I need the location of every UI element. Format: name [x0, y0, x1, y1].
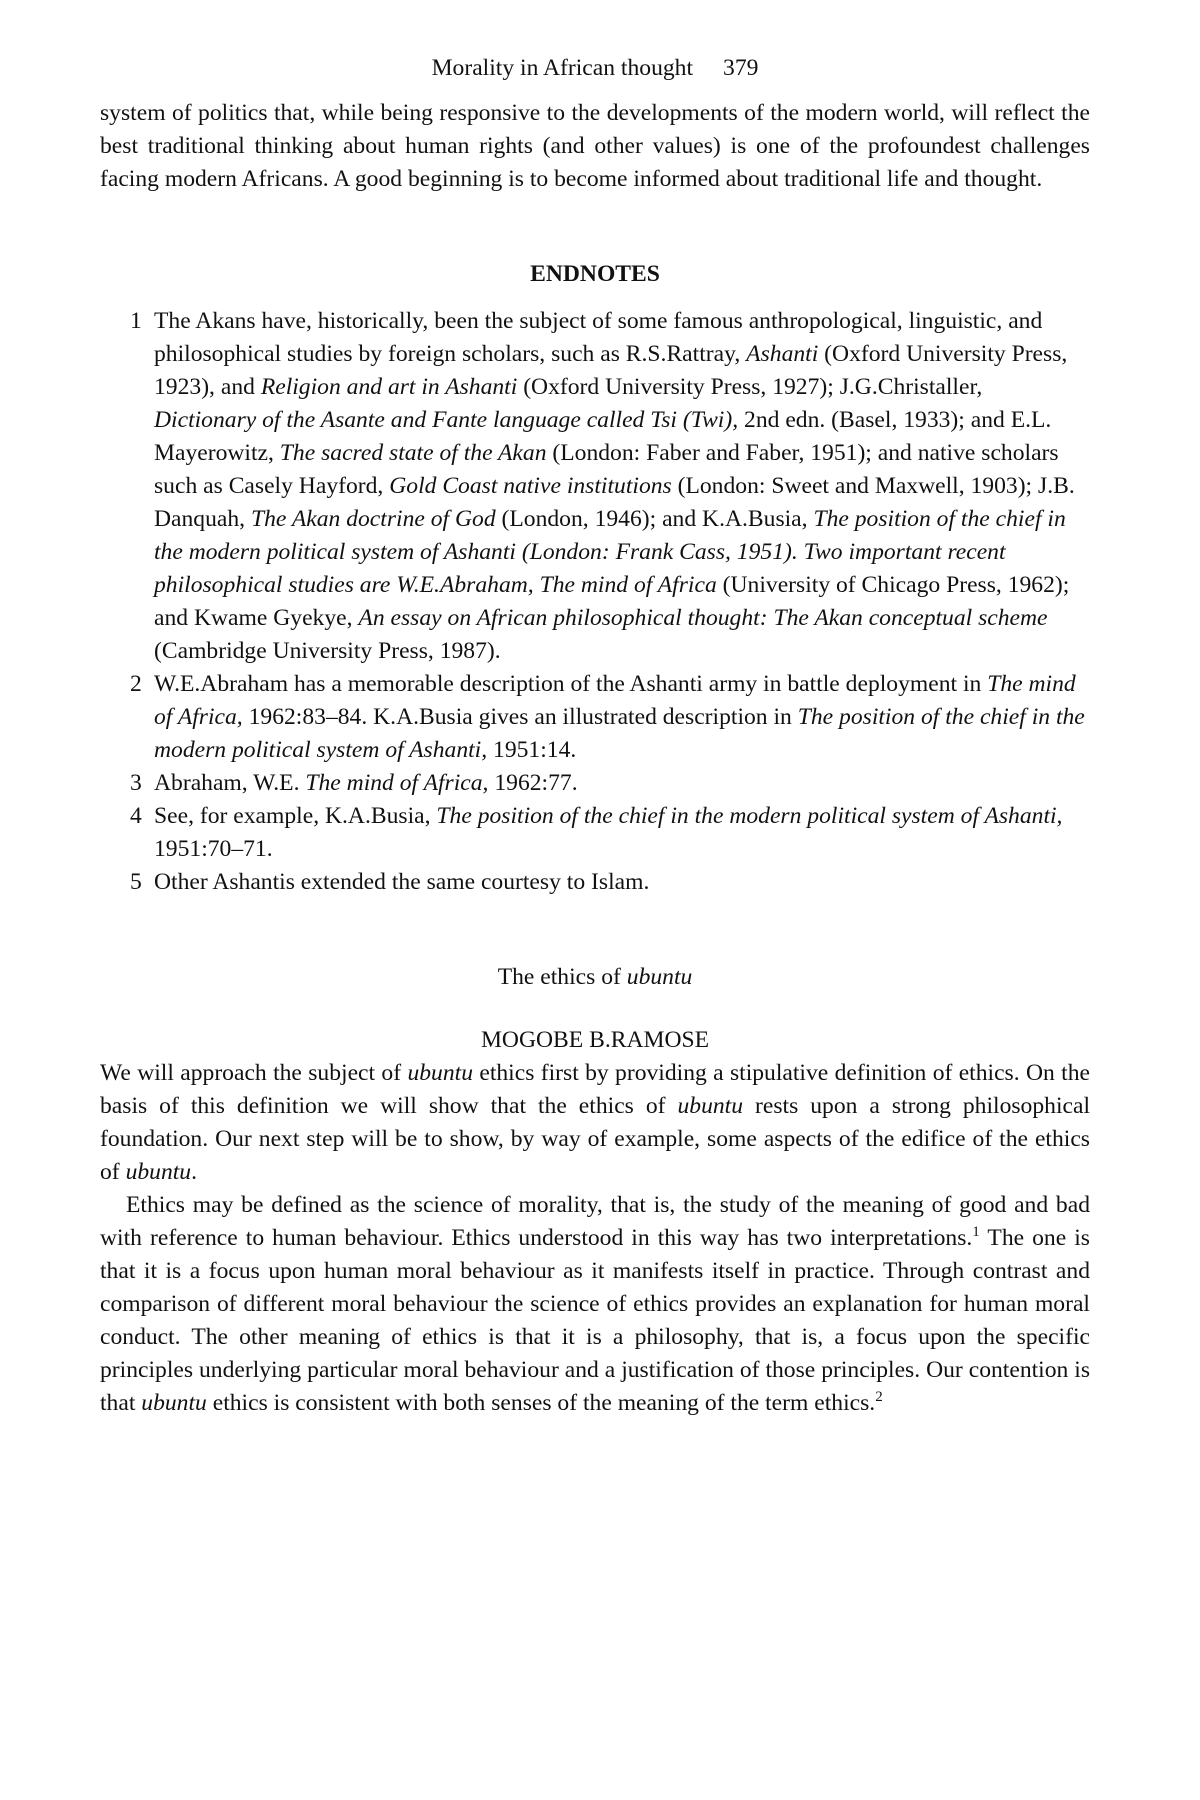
chapter-body — [100, 1057, 1090, 1420]
endnotes-list — [100, 305, 1090, 899]
page-number: 379 — [723, 55, 759, 81]
italic-text: Ashanti — [746, 341, 819, 367]
chapter-title — [100, 961, 1090, 994]
endnote-number: 5 — [130, 869, 142, 895]
running-title: Morality in African thought — [431, 55, 694, 81]
chapter-title-italic: ubuntu — [626, 964, 693, 990]
italic-text: The position of the chief in the modern political system of Ashanti (London: Frank Cass, 1951). Two important recent philosophical studies are W.E.Abraham, The mind of Africa — [154, 506, 1066, 598]
text-segment: 1951:70–71. — [154, 836, 273, 862]
italic-text: Dictionary of the Asante and Fante language called Tsi (Twi), — [154, 407, 739, 433]
text-segment: (Oxford University Press, 1923), and — [154, 341, 1068, 400]
italic-text: The Akan doctrine of God — [250, 506, 496, 532]
running-header — [100, 52, 1090, 85]
endnote-number: 3 — [130, 770, 142, 796]
text-segment: ethics is consistent with both senses of the meaning of the term ethics. — [206, 1390, 876, 1416]
text-segment: The one is that it is a focus upon human moral behaviour as it manifests itself in practice. Through contrast and comparison of different moral behaviour the science of ethics provides an explanation for human moral conduct. The other meaning of ethics is that it is a philosophy, that is, a focus upon the specific principles underlying particular moral behaviour and a justification of those principles. Our contention is that — [100, 1225, 1090, 1416]
endnote-item — [130, 305, 1090, 668]
text-segment: (Oxford University Press, 1927); J.G.Christaller, — [517, 374, 983, 400]
text-segment: (Cambridge University Press, 1987). — [154, 638, 501, 664]
text-segment: (London, 1946); and K.A.Busia, — [495, 506, 814, 532]
text-segment: W.E.Abraham has a memorable description of the Ashanti army in battle deployment in — [154, 671, 988, 697]
endnote-number: 4 — [130, 803, 142, 829]
italic-text: The mind of Africa, — [154, 671, 1076, 730]
text-segment: (London: Sweet and Maxwell, 1903); J.B. Danquah, — [154, 473, 1075, 532]
text-segment: 1962:83–84. K.A.Busia gives an illustrated description in — [242, 704, 798, 730]
text-segment: ethics first by providing a stipulative definition of ethics. On the basis of this definition we will show that the ethics of — [100, 1060, 1091, 1119]
italic-text: An essay on African philosophical thought: The Akan conceptual scheme — [358, 605, 1048, 631]
text-segment: See, for example, K.A.Busia, — [154, 803, 437, 829]
chapter-title-prefix: The ethics of — [497, 964, 627, 990]
text-segment: . — [191, 1159, 198, 1185]
endnote-item — [130, 866, 1090, 899]
italic-text: Gold Coast native institutions — [389, 473, 672, 499]
endnote-item — [130, 668, 1090, 767]
italic-text: The mind of Africa, — [305, 770, 489, 796]
book-page — [100, 52, 1090, 1420]
endnote-item — [130, 800, 1090, 866]
text-segment: The Akans have, historically, been the subject of some famous anthropological, linguistic, and philosophical studies by foreign scholars, such as R.S.Rattray, — [154, 308, 1043, 367]
text-segment: Other Ashantis extended the same courtesy to Islam. — [154, 869, 650, 895]
text-segment: Ethics may be defined as the science of morality, that is, the study of the meaning of good and bad with reference to human behaviour. Ethics understood in this way has two interpretations. — [100, 1192, 1090, 1251]
body-paragraph — [100, 1189, 1090, 1420]
endnote-item — [130, 767, 1090, 800]
italic-text: The position of the chief in the modern political system of Ashanti, — [436, 803, 1063, 829]
endnote-number: 1 — [130, 308, 142, 334]
text-segment: Abraham, W.E. — [154, 770, 306, 796]
body-paragraph — [100, 1057, 1090, 1189]
text-segment: (University of Chicago Press, 1962); and Kwame Gyekye, — [154, 572, 1070, 631]
opening-paragraph: system of politics that, while being responsive to the developments of the modern world, will reflect the best traditional thinking about human rights (and other values) is one of the profoundest challenges facing modern Africans. A good beginning is to become informed about traditional life and thought. — [100, 100, 1090, 192]
text-segment: 2nd edn. (Basel, 1933); and E.L. Mayerowitz, — [154, 407, 1052, 466]
italic-text: ubuntu — [677, 1093, 744, 1119]
footnote-ref: 1 — [972, 1224, 980, 1241]
italic-text: Religion and art in Ashanti — [260, 374, 518, 400]
chapter-author: MOGOBE B.RAMOSE — [480, 1027, 710, 1053]
italic-text: ubuntu — [141, 1390, 207, 1416]
italic-text: The sacred state of the Akan — [279, 440, 547, 466]
text-segment: 1951:14. — [487, 737, 577, 763]
text-segment: rests upon a strong philosophical foundation. Our next step will be to show, by way of example, some aspects of the edifice of the ethics of — [100, 1093, 1091, 1185]
endnote-number: 2 — [130, 671, 142, 697]
text-segment: We will approach the subject of — [100, 1060, 408, 1086]
italic-text: ubuntu — [407, 1060, 473, 1086]
italic-text: ubuntu — [125, 1159, 192, 1185]
endnotes-heading: ENDNOTES — [530, 261, 660, 287]
italic-text: The position of the chief in the modern political system of Ashanti, — [154, 704, 1085, 763]
text-segment: (London: Faber and Faber, 1951); and native scholars such as Casely Hayford, — [154, 440, 1059, 499]
footnote-ref: 2 — [875, 1389, 883, 1406]
text-segment: 1962:77. — [488, 770, 578, 796]
